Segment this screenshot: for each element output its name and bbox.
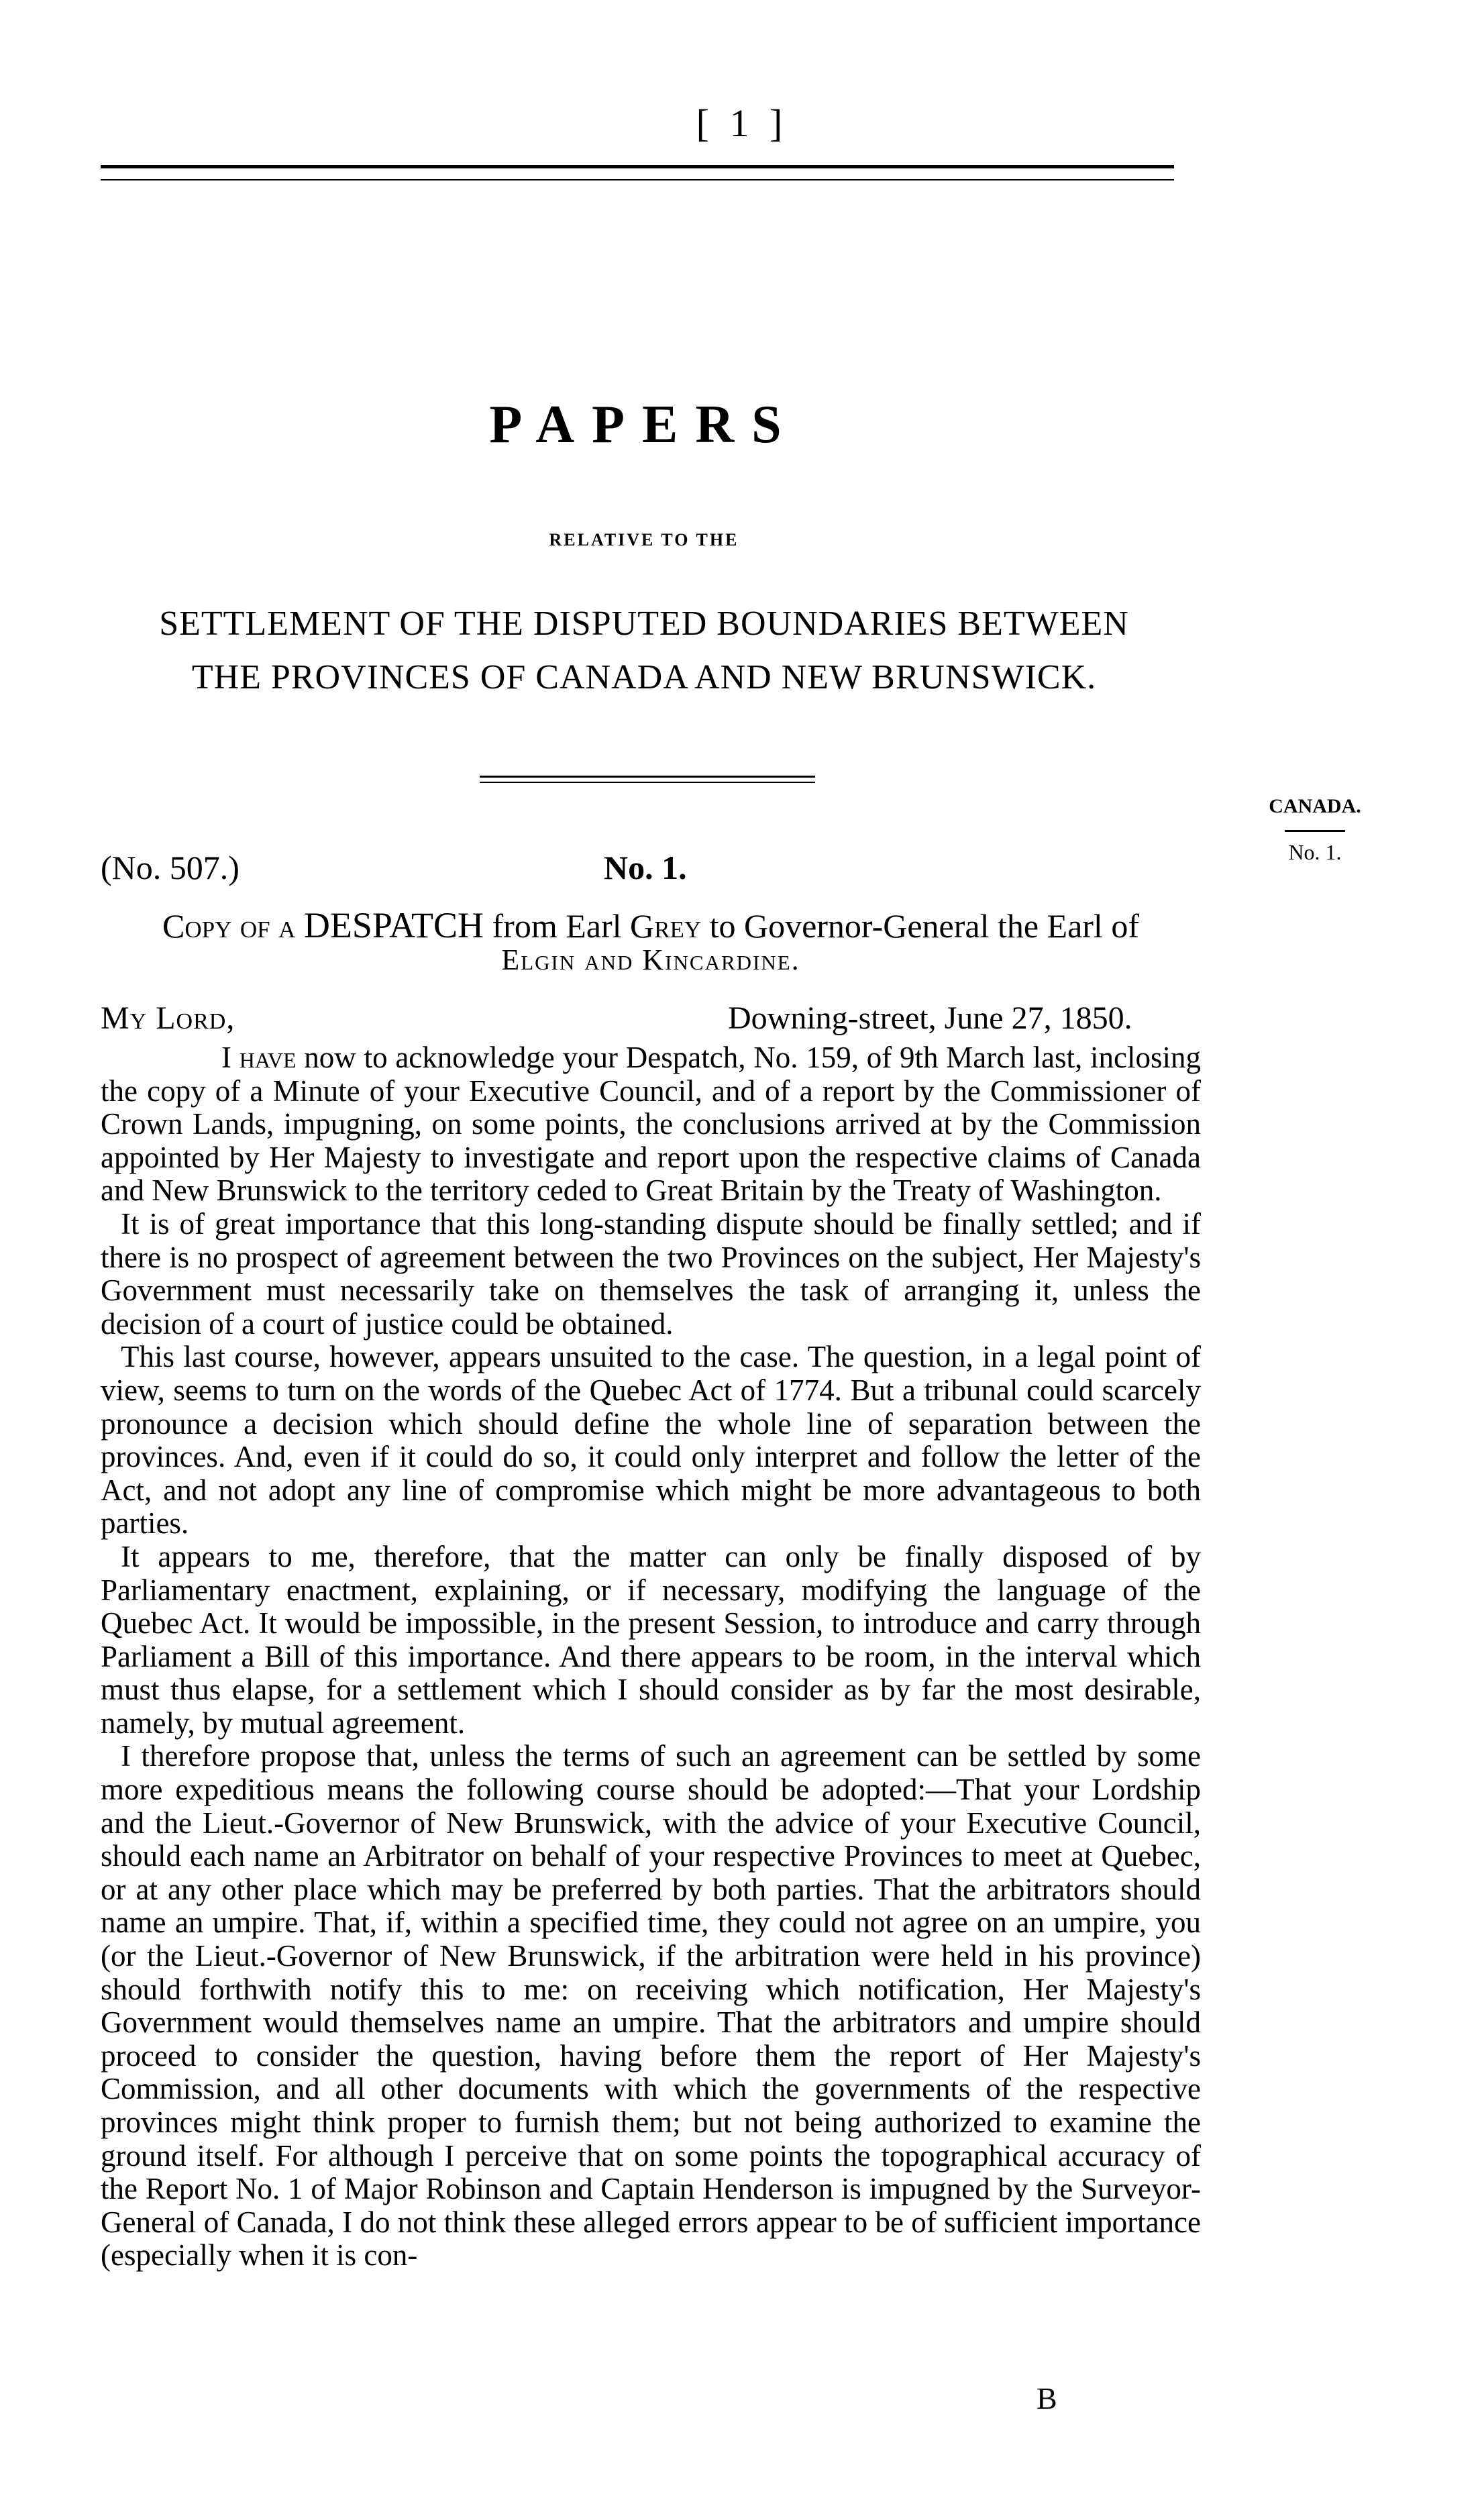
section-divider (480, 776, 815, 783)
margin-number: No. 1. (1288, 840, 1342, 864)
header-rule (101, 165, 1174, 180)
despatch-number: No. 1. (604, 849, 687, 886)
signature-mark: B (1037, 2381, 1057, 2415)
copy-type: DESPATCH (303, 905, 484, 945)
dateline: Downing-street, June 27, 1850. (728, 1000, 1132, 1036)
heading-line-2: THE PROVINCES OF CANADA AND NEW BRUNSWICK. (191, 658, 1097, 696)
copy-prefix: Copy of a (162, 907, 296, 945)
paragraph-1-text: now to acknowledge your Despatch, No. 159, of 9th March last, inclosing the copy of a Minute of your Executive Council, and of a report by the Commissioner of Crown Lands, impugning, on some points, the conclusions arrived at by the Commission appointed by Her Majesty to investigate and report upon the respective claims of Canada and New Brunswick to the territory ceded to Great Britain by the Treaty of Washington. (101, 1041, 1201, 1208)
copy-from: from Earl (492, 907, 622, 945)
despatch-heading (101, 904, 1201, 946)
margin-province: CANADA. (1269, 795, 1361, 817)
heading-line-1: SETTLEMENT OF THE DISPUTED BOUNDARIES BETWEEN (159, 605, 1129, 643)
paragraph-3: This last course, however, appears unsuited to the case. The question, in a legal point of view, seems to turn on the words of the Quebec Act of 1774. But a tribunal could scarcely pronounce a decision which should define the whole line of separation between the provinces. And, even if it could do so, it could only interpret and follow the letter of the Act, and not adopt any line of compromise which might be more advantageous to both parties. (101, 1340, 1201, 1541)
paragraph-1 (101, 1041, 1201, 1208)
paragraph-1-lead: I have (221, 1041, 297, 1074)
document-title: PAPERS (489, 395, 799, 454)
paragraph-2: It is of great importance that this long-standing dispute should be finally settled; and if there is no prospect of agreement between the two Provinces on the subject, Her Majesty's Government must necessarily take on themselves the task of arranging it, unless the decision of a court of justice could be obtained. (101, 1206, 1201, 1341)
copy-to: to Governor-General the Earl of (709, 907, 1139, 945)
page-number: [ 1 ] (696, 101, 788, 145)
margin-rule (1285, 830, 1345, 832)
document-subtitle: RELATIVE TO THE (549, 530, 739, 550)
despatch-reference: (No. 507.) (101, 849, 240, 886)
despatch-recipient: Elgin and Kincardine. (501, 943, 800, 976)
paragraph-4: It appears to me, therefore, that the matter can only be finally disposed of by Parliamentary enactment, explaining, or if necessary, modifying the language of the Quebec Act. It would be impossible, in the present Session, to introduce and carry through Parliament a Bill of this importance. And there appears to be room, in the interval which must thus elapse, for a settlement which I should consider as by far the most desirable, namely, by mutual agreement. (101, 1539, 1201, 1740)
letter-body (101, 1041, 1201, 2273)
copy-sender: Grey (629, 907, 702, 945)
paragraph-5: I therefore propose that, unless the terms of such an agreement can be settled by some more expeditious means the following course should be adopted:—That your Lordship and the Lieut.-Governor of New Brunswick, with the advice of your Executive Council, should each name an Arbitrator on behalf of your respective Provinces to meet at Quebec, or at any other place which may be preferred by both parties. That the arbitrators should name an umpire. That, if, within a specified time, they could not agree on an umpire, you (or the Lieut.-Governor of New Brunswick, if the arbitration were held in his province) should forthwith notify this to me: on receiving which notification, Her Majesty's Government would themselves name an umpire. That the arbitrators and umpire should proceed to consider the question, having before them the report of Her Majesty's Commission, and all other documents with which the governments of the respective provinces might think proper to furnish them; but not being authorized to examine the ground itself. For although I perceive that on some points the topographical accuracy of the Report No. 1 of Major Robinson and Captain Henderson is impugned by the Surveyor-General of Canada, I do not think these alleged errors appear to be of sufficient importance (especially when it is con- (101, 1739, 1201, 2273)
salutation: My Lord, (101, 1000, 235, 1036)
